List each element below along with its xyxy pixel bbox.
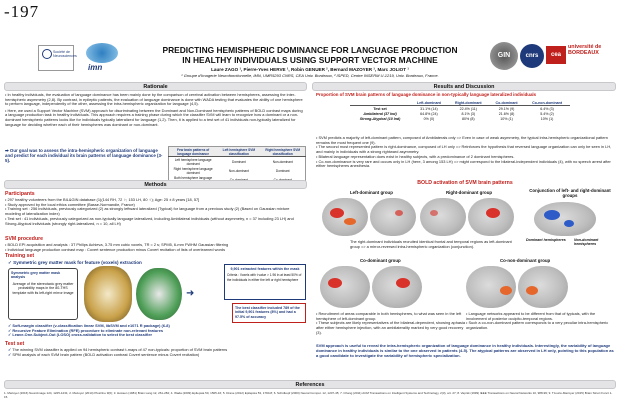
activation-blob <box>330 208 344 218</box>
neurosciences-logo <box>38 45 77 71</box>
list-item: • Study approved by the local ethics committee (Basse-Normandie, France) <box>5 201 135 207</box>
activation-blob <box>564 220 574 227</box>
pattern-table-header: Right hemisphere SVM classification <box>260 147 305 157</box>
table-row: Both hemisphere language <box>174 176 213 181</box>
cnrs-logo <box>520 44 544 68</box>
co-non-dominant-brain-right <box>518 266 568 308</box>
activation-blob <box>500 286 512 295</box>
activation-blob <box>526 286 538 295</box>
co-dominant-label: Co-dominant group <box>360 258 401 263</box>
list-item: • Bilateral language representation does exist in healthy subjects, with a predominance of 2 dominant hemispheres. <box>316 153 515 159</box>
methods-header: Methods <box>4 180 307 189</box>
list-item: • Language networks appeared to be different from that of typicals, with the involvement of posterior occipito-temporal regions. <box>466 311 596 321</box>
list-item: • These subjects are likely representatives of the bilateral-dependent, showing aphasia after either hemisphere injection, with an ambilaterality marked by very good recovery (3). <box>316 320 466 335</box>
list-item: • SVM predicts a majority of left-dominant pattern, composed of Ambilaterals only => Even in case of weak asymmetry, the typical intra-hemispheric organizational pattern remains the most frequent one (9). <box>316 135 608 145</box>
features-box-text: Criteria : Voxels with t value > 1.96 in at least 50% of the individuals in either the left or right hemisphere <box>227 273 302 282</box>
svm-list <box>5 243 305 252</box>
activation-blob <box>328 278 342 288</box>
logo-text: université de BORDEAUX <box>568 44 602 56</box>
mask-box <box>8 268 78 320</box>
logo-text: Société de Neurosciences <box>53 50 77 58</box>
bordeaux-logo <box>568 44 616 68</box>
table-row: Strong-Atypical (10 Ind) 0% (0) 80% (8) 10% (1) 10% (1) <box>359 117 554 122</box>
logo-text: cea <box>550 52 561 58</box>
affiliations: ¹ Groupe d'Imagerie Neurofonctionnelle, IMN, UMR5293 CNRS, CEA Univ. Bordeaux, ² ISPED, Centre INSERM U-1219, Univ. Bordeaux, France. <box>181 73 439 78</box>
title-line-2: IN HEALTHY INDIVIDUALS USING SUPPORT VECTOR MACHINE <box>182 55 438 65</box>
co-non-dominant-notes <box>466 312 614 331</box>
left-dominant-brain-right <box>370 198 416 236</box>
mask-brain-image-2 <box>136 268 182 320</box>
logo-text: imn <box>88 63 103 72</box>
rationale-bullet: • In healthy individuals, the evaluation of language dominance has been mainly done by the comparison of cerebral activation between hemispheres, assessing the inter-hemispheric asymmetry (2,8). By contrast, in epileptic patients, the evaluation of language dominance is done with WADA testing that evaluates the ability of one hemisphere to perform language, independently of the other, assessing the intra-hemispheric organization for language (4,5). <box>5 92 303 107</box>
poster-id: -197 <box>4 2 40 21</box>
best-classifier-box: The best classifier included 789 of the initial 9,901 features (8%) and had a 97.5% of accuracy <box>232 303 306 323</box>
cea-logo <box>546 46 566 64</box>
mask-brain-image <box>84 266 132 322</box>
rationale-bullets <box>5 93 305 129</box>
list-item: • Test set : 41 individuals, previously categorized as non-typically language lateralized, including Ambilateral individuals (without asymmetry, n = 37 including 23 LH) and Strong-Atypical individuals (strongly right-lateralized, n = 10, all LH) <box>5 215 294 226</box>
results-table: Left-dominant Right-dominant Co-dominant Co-non-dominant Test set 31.1% (14) 22.4% (11) 29.1% (9) 6.4% (3) Ambilateral (37 Ind) 64.8% (24) 8.1% (3) 21.6% (8) 5.4% (2) Strong-Atypical (10 Ind) 0% (0) 80% (8) 10% (1) 10% (1) <box>350 100 570 122</box>
table-row: Ambilateral (37 Ind) 64.8% (24) 8.1% (3) 21.6% (8) 5.4% (2) <box>363 111 554 116</box>
activation-blob <box>486 208 500 218</box>
poster-title <box>140 45 480 65</box>
list-item: • Co-non-dominance is very rare and occurs only in LH (here, 3 among 153 LH) => might correspond to the bilateral-independent individuals (4), with no speech arrest after either hemispheres anesthesia. <box>316 158 611 169</box>
co-dominant-brain-right <box>372 266 422 308</box>
results-header: Results and Discussion <box>312 82 616 91</box>
co-dominant-notes <box>316 312 466 336</box>
training-steps <box>8 324 230 338</box>
right-dominant-label: Right-dominant group <box>446 190 493 195</box>
references-header: References <box>4 380 616 389</box>
mask-box-text: Average of the stereotaxic grey matter probability maps in the 80-THS template with its left-right mirror image <box>12 281 74 295</box>
svm-heading: SVM procedure <box>5 236 44 242</box>
list-item: • BOLD EPI acquisition and analysis : 3T Philips Achieva, 3.75 mm cubic voxels, TR = 2 s; SPM5, 6-mm FWHM Gaussian filtering <box>5 242 229 247</box>
list-item: ✓ Leave-One-Subject-Out (LOSO) cross-validation to select the best classifier <box>8 332 153 338</box>
participants-list <box>5 198 305 226</box>
imn-logo <box>86 43 126 75</box>
left-dominant-brain-left <box>322 198 368 236</box>
logo-text: cnrs <box>525 53 539 59</box>
authors: Laure ZAGO ¹, Pierre-Yves HERVE ¹, Robin GENUER ², Bernard MAZOYER ¹, Marc JOLIOT ¹ <box>211 67 409 72</box>
list-item: • Such a co-non-dominant pattern corresponds to a very peculiar intra-hemispheric organization. <box>466 320 609 331</box>
list-item: • 297 healthy volunteers from the BIL&GIN database (1)(144 RH, 72 ♀; 153 LH, 80 ♀); Age: 25 ± 8 years [18, 57] <box>5 197 200 202</box>
panel-note: The right-dominant individuals recruited identical frontal and temporal regions as left-dominant group => a mirror-reversed intra-hemispheric organization (conjunction). <box>350 239 512 249</box>
test-list <box>8 348 306 357</box>
left-dominant-label: Left-dominant group <box>350 190 393 195</box>
results-bullets <box>316 136 614 169</box>
rationale-bullet: • Here, we used a Support Vector Machine (SVM) approach for discriminating between the Dominant and Non-Dominant hemispheric patterns of BOLD contrast maps during a language production task in healthy individuals. This approach requires a training phase during which the classifier SVM will learn to recognize how a dominant or a non-dominant hemispheric patterns looks like for individuals typically lateralized for language (1,2). Then, it is applied to a test set of 41 individuals non-typically lateralized for language for deciding whether each of their hemispheres was dominant or non-dominant. <box>5 107 303 127</box>
title-line-1: PREDICTING HEMISPHERIC DOMINANCE FOR LANGUAGE PRODUCTION <box>162 45 458 55</box>
list-item: • Individual language production contrast map : Covert sentence production minus Covert recitation of lists of overlearned words <box>5 246 226 252</box>
dominant-hemispheres-label: Dominant hemispheres <box>526 238 566 242</box>
test-heading: Test set <box>5 341 25 347</box>
activation-blob <box>544 210 560 220</box>
list-item: • Training set : 256 individuals, previously categorized (2) as strongly leftward lateralized (Typical) for language from a previous study (2) (Based on Gaussian mixture modeling of lateralization index) <box>5 206 290 217</box>
references-text: 1. Mazoyer (2016) NeuroImage 124, 1225-1231; 2. Mazoyer (2014) PlosOne 9(6); 3. Hécaen (1981) Brain Lang 12, 261-284; 4. Wada (2009) Epilepsia 50, 1505-16; 5. Drane (2012) Epilepsia 53, 1790-8; 6. Schölkopf (2000) Neural Comput. 12, 1207-45; 7. Chang (2011) ACM Transactions on Intelligent Systems and Technology, 2(3), art. 27; 8. Vapnik (1999) IEEE Transactions on Neural Networks 10, 988-99; 9. Tzourio-Mazoyer (2015) Brain Struct Funct 1-15. <box>4 391 613 399</box>
activation-blob <box>395 210 403 216</box>
logo-text: GIN <box>497 52 511 59</box>
conjunction-label: Conjunction of left- and right-dominant groups <box>529 188 611 198</box>
non-dominant-hemispheres-label: Non-dominant hemispheres <box>574 238 599 246</box>
conjunction-brain <box>534 202 596 236</box>
co-dominant-brain-left <box>320 266 370 308</box>
rationale-goal: ➡ Our goal was to assess the intra-hemispheric organization of language and predict for each individual its brain patterns of language dominance (3-5). <box>5 148 163 164</box>
activation-blob <box>344 218 356 225</box>
results-table-heading: Proportion of SVM brain patterns of language dominance in non-typically language lateralized individuals <box>316 92 537 97</box>
activation-blob <box>430 210 438 216</box>
co-non-dominant-label: Co-non-dominant group <box>500 258 551 263</box>
list-item: ✓ SPM analysis of each SVM brain pattern (BOLD activation contrast Covert sentence minus Covert recitation) <box>8 351 200 357</box>
list-item: ✓ The winning SVM classifier is applied on 94 hemispheric contrast t-maps of 47 non-typicals: proportion of SVM brain patterns <box>8 347 228 352</box>
participants-heading: Participants <box>5 191 35 197</box>
right-dominant-brain-left <box>420 198 466 236</box>
gin-logo <box>490 42 518 70</box>
table-row: Right hemisphere language dominant Non-dominant Dominant <box>173 166 290 175</box>
table-row: Left hemisphere language dominant Dominant Non-dominant <box>174 157 293 166</box>
pattern-table-header: Left hemisphere SVM classification <box>217 147 260 157</box>
activation-blob <box>396 278 410 288</box>
features-box <box>224 264 306 300</box>
rationale-header: Rationale <box>4 82 307 91</box>
arrow-icon: ➜ <box>186 288 195 299</box>
mask-box-title: Symmetric grey matter mask analysis <box>11 271 61 280</box>
mask-heading: ✓ Symmetric grey matter mask for feature (voxels) extraction <box>8 260 142 265</box>
pattern-table-header: Few brain patterns of language dominance <box>169 147 218 157</box>
conclusion: SVM approach is useful to reveal the intra-hemispheric organization of language dominance in healthy individuals. Interestingly, the variability of language dominance in healthy individuals is similar to the one observed in patients (4-5). The atypical patterns are observed in LH only, pointing to this population as a good candidate to investigate the variability of hemispheric specialization. <box>316 343 614 358</box>
list-item: ✓ Recursive Feature Elimination (RFE) procedure to eliminate non-relevant features <box>8 327 164 333</box>
bold-activation-heading: BOLD activation of SVM brain patterns <box>417 180 513 186</box>
features-box-title: 9,901 extracted features within the mask <box>230 267 300 271</box>
table-row: Test set 31.1% (14) 22.4% (11) 29.1% (9) 6.4% (3) <box>373 106 554 111</box>
list-item: • The second most represented pattern is right-dominance, composed of LH only => Reinforces the hypothesis that reversed language organization can only be seen in LH, and mainly in individuals with a strong rightward asymmetry. <box>316 144 612 155</box>
list-item: • Recruitment of areas comparable in both hemispheres, to what was seen in the left hemisphere of left-dominant group. <box>316 311 462 321</box>
list-item: ✓ Soft-margin classifier (ν-classification linear SVM, libSVM and e1071 R package) (6-8) <box>8 323 170 328</box>
training-heading: Training set <box>5 253 35 259</box>
